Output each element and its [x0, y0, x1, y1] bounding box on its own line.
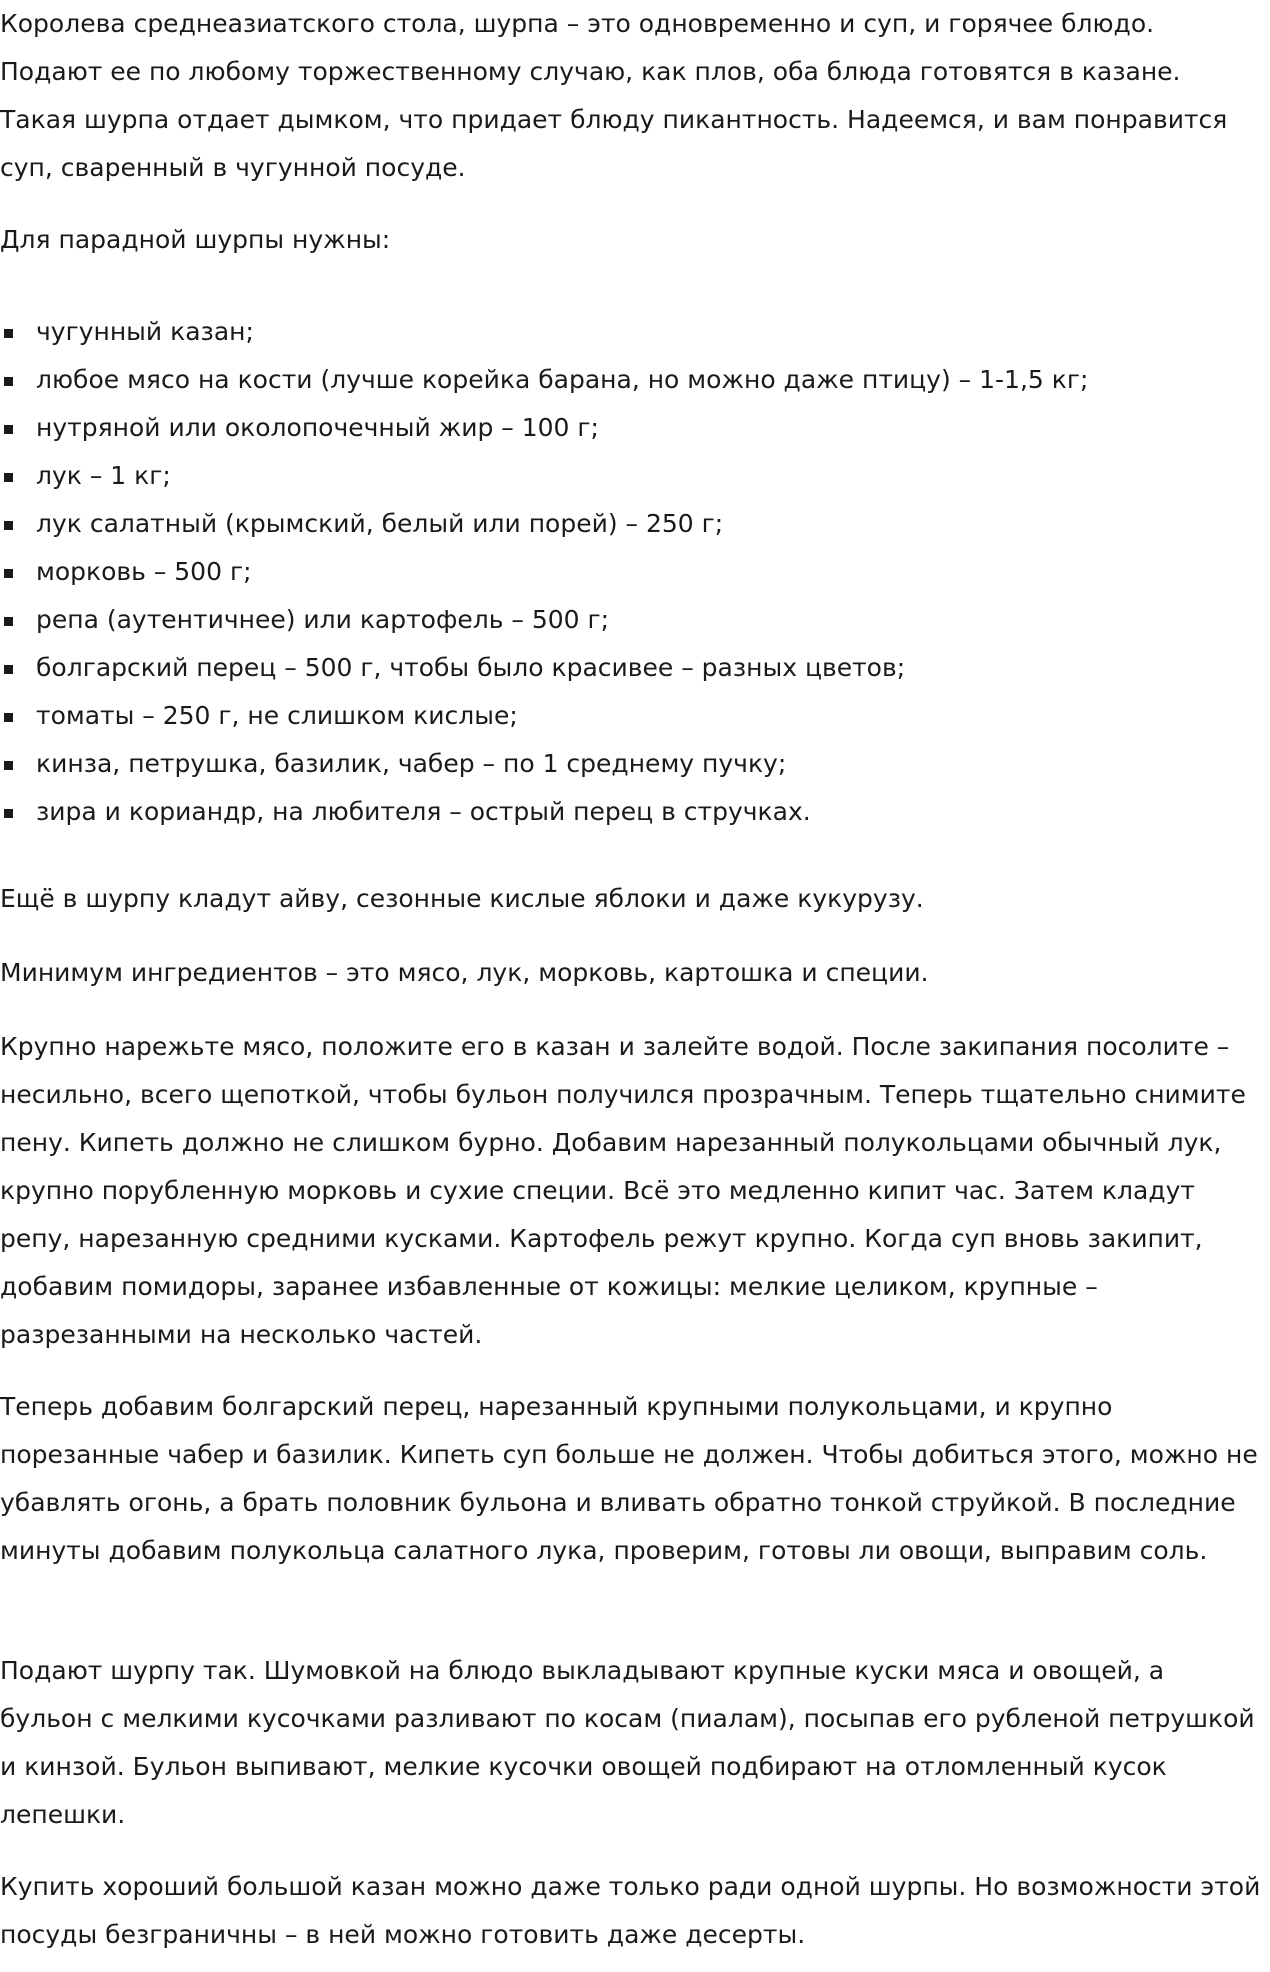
ingredients-heading: Для парадной шурпы нужны: [0, 225, 391, 254]
list-item: нутряной или околопочечный жир – 100 г; [0, 404, 1262, 452]
minimum-ingredients-paragraph: Минимум ингредиентов – это мясо, лук, морковь, картошка и специи. [0, 958, 929, 987]
ingredients-list [0, 308, 1262, 836]
serving-paragraph: Подают шурпу так. Шумовкой на блюдо выкладывают крупные куски мяса и овощей, а бульон с мелкими кусочками разливают по косам (пиалам), посыпав его рубленой петрушкой и кинзой. Бульон выпивают, мелкие кусочки овощей подбирают на отломленный кусок лепешки. [0, 1656, 1255, 1829]
closing-paragraph: Купить хороший большой казан можно даже только ради одной шурпы. Но возможности этой посуды безграничны – в ней можно готовить даже десерты. [0, 1872, 1261, 1949]
list-item: лук салатный (крымский, белый или порей) – 250 г; [0, 500, 1262, 548]
list-item: чугунный казан; [0, 308, 1262, 356]
list-item: томаты – 250 г, не слишком кислые; [0, 692, 1262, 740]
list-item: зира и кориандр, на любителя – острый перец в стручках. [0, 788, 1262, 836]
intro-paragraph: Королева среднеазиатского стола, шурпа – это одновременно и суп, и горячее блюдо. Подают ее по любому торжественному случаю, как плов, оба блюда готовятся в казане. Такая шурпа отдает дымком, что придает блюду пикантность. Надеемся, и вам понравится суп, сваренный в чугунной посуде. [0, 9, 1228, 182]
cooking-step-2-paragraph: Теперь добавим болгарский перец, нарезанный крупными полукольцами, и крупно порезанные чабер и базилик. Кипеть суп больше не должен. Чтобы добиться этого, можно не убавлять огонь, а брать половник бульона и вливать обратно тонкой струйкой. В последние минуты добавим полукольца салатного лука, проверим, готовы ли овощи, выправим соль. [0, 1392, 1258, 1565]
list-item: кинза, петрушка, базилик, чабер – по 1 среднему пучку; [0, 740, 1262, 788]
list-item: репа (аутентичнее) или картофель – 500 г; [0, 596, 1262, 644]
list-item: любое мясо на кости (лучше корейка барана, но можно даже птицу) – 1-1,5 кг; [0, 356, 1262, 404]
list-item: болгарский перец – 500 г, чтобы было красивее – разных цветов; [0, 644, 1262, 692]
list-item: лук – 1 кг; [0, 452, 1262, 500]
list-item: морковь – 500 г; [0, 548, 1262, 596]
cooking-step-1-paragraph: Крупно нарежьте мясо, положите его в казан и залейте водой. После закипания посолите – несильно, всего щепоткой, чтобы бульон получился прозрачным. Теперь тщательно снимите пену. Кипеть должно не слишком бурно. Добавим нарезанный полукольцами обычный лук, крупно порубленную морковь и сухие специи. Всё это медленно кипит час. Затем кладут репу, нарезанную средними кусками. Картофель режут крупно. Когда суп вновь закипит, добавим помидоры, заранее избавленные от кожицы: мелкие целиком, крупные – разрезанными на несколько частей. [0, 1032, 1246, 1349]
extra-ingredients-paragraph: Ещё в шурпу кладут айву, сезонные кислые яблоки и даже кукурузу. [0, 884, 924, 913]
